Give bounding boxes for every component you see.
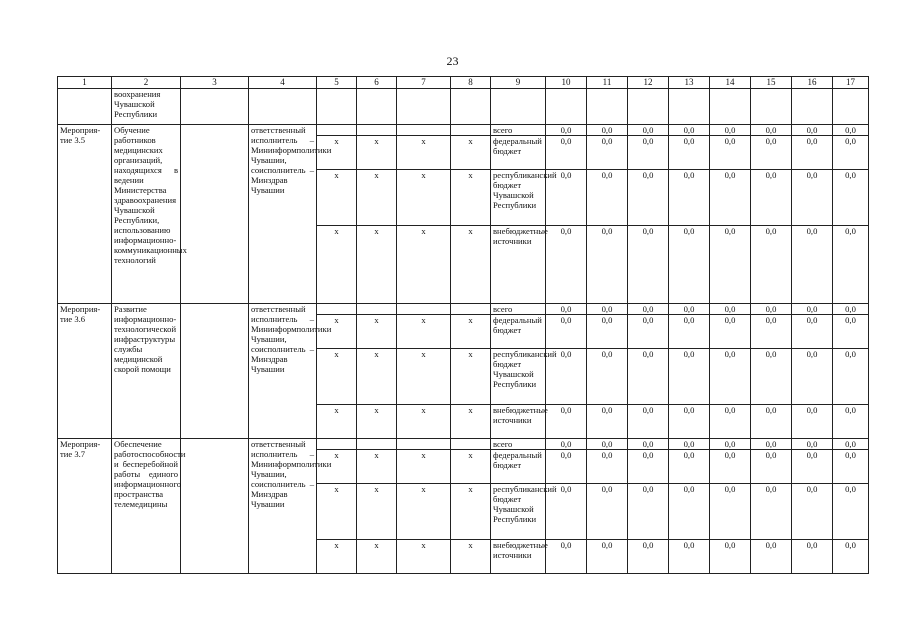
cell-empty bbox=[181, 89, 249, 125]
header-cell: 11 bbox=[587, 77, 628, 89]
cell-c6: х bbox=[357, 170, 397, 226]
cell-empty bbox=[710, 89, 751, 125]
cell-empty bbox=[181, 125, 249, 304]
header-cell: 10 bbox=[546, 77, 587, 89]
cell-funding-source: внебюджетные источники bbox=[491, 226, 546, 304]
cell-value: 0,0 bbox=[628, 226, 669, 304]
cell-title: воохранения Чувашской Республики bbox=[112, 89, 181, 125]
cell-value: 0,0 bbox=[792, 315, 833, 349]
cell-value: 0,0 bbox=[710, 540, 751, 574]
cell-value: 0,0 bbox=[751, 315, 792, 349]
header-row bbox=[58, 77, 869, 89]
cell-code bbox=[58, 89, 112, 125]
cell-empty bbox=[451, 89, 491, 125]
cell-value: 0,0 bbox=[833, 170, 869, 226]
cell-c5: х bbox=[317, 450, 357, 484]
cell-c7: х bbox=[397, 540, 451, 574]
cell-code: Мероприя-тие 3.6 bbox=[58, 304, 112, 439]
cell-c7: х bbox=[397, 226, 451, 304]
cell-c5 bbox=[317, 304, 357, 315]
cell-value: 0,0 bbox=[546, 405, 587, 439]
cell-c8 bbox=[451, 125, 491, 136]
cell-empty bbox=[181, 304, 249, 439]
cell-value: 0,0 bbox=[628, 136, 669, 170]
header-cell: 16 bbox=[792, 77, 833, 89]
header-cell: 6 bbox=[357, 77, 397, 89]
cell-value: 0,0 bbox=[587, 450, 628, 484]
cell-value: 0,0 bbox=[546, 484, 587, 540]
cell-value: 0,0 bbox=[833, 439, 869, 450]
cell-value: 0,0 bbox=[833, 450, 869, 484]
cell-c6: х bbox=[357, 349, 397, 405]
cell-value: 0,0 bbox=[587, 125, 628, 136]
cell-funding-source: всего bbox=[491, 125, 546, 136]
cell-value: 0,0 bbox=[587, 315, 628, 349]
cell-title: Обеспечение работоспособности и бесперебойной работы единого информационного пространства телемедицины bbox=[112, 439, 181, 574]
continuation-row bbox=[58, 89, 869, 125]
cell-c5: х bbox=[317, 349, 357, 405]
cell-value: 0,0 bbox=[792, 170, 833, 226]
cell-c8 bbox=[451, 439, 491, 450]
cell-c8: х bbox=[451, 315, 491, 349]
cell-empty bbox=[587, 89, 628, 125]
cell-title: Развитие информационно-технологической инфраструктуры службы медицинской скорой помощи bbox=[112, 304, 181, 439]
cell-c7 bbox=[397, 439, 451, 450]
cell-c7: х bbox=[397, 450, 451, 484]
cell-c6 bbox=[357, 304, 397, 315]
cell-empty bbox=[833, 89, 869, 125]
cell-c6: х bbox=[357, 226, 397, 304]
cell-value: 0,0 bbox=[833, 405, 869, 439]
cell-funding-source: республиканский бюджет Чувашской Республики bbox=[491, 484, 546, 540]
cell-resp: ответственный исполнитель – Мининформполитики Чувашии, соисполнитель – Минздрав Чувашии bbox=[249, 125, 317, 304]
cell-value: 0,0 bbox=[833, 315, 869, 349]
cell-value: 0,0 bbox=[751, 450, 792, 484]
cell-c5 bbox=[317, 125, 357, 136]
cell-value: 0,0 bbox=[628, 405, 669, 439]
cell-value: 0,0 bbox=[833, 226, 869, 304]
cell-resp: ответственный исполнитель – Мининформполитики Чувашии, соисполнитель – Минздрав Чувашии bbox=[249, 304, 317, 439]
cell-funding-source: республиканский бюджет Чувашской Республики bbox=[491, 349, 546, 405]
cell-value: 0,0 bbox=[792, 304, 833, 315]
cell-c8: х bbox=[451, 170, 491, 226]
cell-c5: х bbox=[317, 484, 357, 540]
cell-empty bbox=[751, 89, 792, 125]
cell-c5: х bbox=[317, 226, 357, 304]
cell-c7 bbox=[397, 125, 451, 136]
cell-value: 0,0 bbox=[587, 484, 628, 540]
cell-value: 0,0 bbox=[546, 136, 587, 170]
cell-funding-source: федеральный бюджет bbox=[491, 136, 546, 170]
cell-value: 0,0 bbox=[546, 125, 587, 136]
cell-empty bbox=[669, 89, 710, 125]
cell-value: 0,0 bbox=[546, 349, 587, 405]
cell-empty bbox=[491, 89, 546, 125]
header-cell: 4 bbox=[249, 77, 317, 89]
cell-value: 0,0 bbox=[751, 540, 792, 574]
header-cell: 7 bbox=[397, 77, 451, 89]
cell-c7: х bbox=[397, 405, 451, 439]
cell-c6: х bbox=[357, 484, 397, 540]
cell-funding-source: внебюджетные источники bbox=[491, 540, 546, 574]
cell-value: 0,0 bbox=[751, 439, 792, 450]
cell-c5: х bbox=[317, 170, 357, 226]
cell-empty bbox=[181, 439, 249, 574]
cell-value: 0,0 bbox=[628, 304, 669, 315]
cell-value: 0,0 bbox=[669, 136, 710, 170]
cell-value: 0,0 bbox=[710, 349, 751, 405]
cell-title: Обучение работников медицинских организаций, находящихся в ведении Министерства здравоохранения Чувашской Республики, использованию информационно-коммуникационных технологий bbox=[112, 125, 181, 304]
cell-value: 0,0 bbox=[710, 484, 751, 540]
cell-empty bbox=[317, 89, 357, 125]
cell-value: 0,0 bbox=[792, 136, 833, 170]
cell-value: 0,0 bbox=[669, 450, 710, 484]
cell-c6 bbox=[357, 439, 397, 450]
cell-value: 0,0 bbox=[833, 136, 869, 170]
cell-value: 0,0 bbox=[628, 315, 669, 349]
cell-value: 0,0 bbox=[751, 226, 792, 304]
cell-value: 0,0 bbox=[546, 439, 587, 450]
cell-value: 0,0 bbox=[710, 304, 751, 315]
cell-funding-source: всего bbox=[491, 304, 546, 315]
table-row bbox=[58, 439, 869, 450]
cell-value: 0,0 bbox=[628, 540, 669, 574]
page-number: 23 bbox=[446, 54, 459, 68]
cell-c7: х bbox=[397, 315, 451, 349]
cell-value: 0,0 bbox=[587, 170, 628, 226]
cell-value: 0,0 bbox=[628, 450, 669, 484]
header-cell: 8 bbox=[451, 77, 491, 89]
cell-value: 0,0 bbox=[792, 484, 833, 540]
header-cell: 1 bbox=[58, 77, 112, 89]
cell-value: 0,0 bbox=[628, 125, 669, 136]
cell-value: 0,0 bbox=[669, 349, 710, 405]
cell-value: 0,0 bbox=[751, 136, 792, 170]
cell-value: 0,0 bbox=[669, 439, 710, 450]
cell-value: 0,0 bbox=[751, 170, 792, 226]
cell-value: 0,0 bbox=[587, 226, 628, 304]
cell-value: 0,0 bbox=[546, 540, 587, 574]
cell-c8: х bbox=[451, 226, 491, 304]
cell-code: Мероприя-тие 3.7 bbox=[58, 439, 112, 574]
cell-value: 0,0 bbox=[546, 170, 587, 226]
cell-value: 0,0 bbox=[751, 484, 792, 540]
cell-c6: х bbox=[357, 540, 397, 574]
cell-empty bbox=[792, 89, 833, 125]
header-cell: 14 bbox=[710, 77, 751, 89]
cell-value: 0,0 bbox=[792, 125, 833, 136]
cell-empty bbox=[546, 89, 587, 125]
cell-value: 0,0 bbox=[546, 304, 587, 315]
cell-value: 0,0 bbox=[587, 540, 628, 574]
cell-value: 0,0 bbox=[669, 170, 710, 226]
cell-value: 0,0 bbox=[669, 125, 710, 136]
cell-funding-source: федеральный бюджет bbox=[491, 315, 546, 349]
cell-value: 0,0 bbox=[710, 226, 751, 304]
cell-value: 0,0 bbox=[710, 136, 751, 170]
table-row bbox=[58, 125, 869, 136]
cell-c7: х bbox=[397, 349, 451, 405]
cell-c7: х bbox=[397, 136, 451, 170]
cell-c7 bbox=[397, 304, 451, 315]
cell-value: 0,0 bbox=[587, 304, 628, 315]
cell-funding-source: федеральный бюджет bbox=[491, 450, 546, 484]
cell-value: 0,0 bbox=[669, 315, 710, 349]
header-cell: 15 bbox=[751, 77, 792, 89]
cell-value: 0,0 bbox=[587, 405, 628, 439]
cell-value: 0,0 bbox=[628, 439, 669, 450]
cell-value: 0,0 bbox=[792, 405, 833, 439]
cell-c5 bbox=[317, 439, 357, 450]
cell-value: 0,0 bbox=[710, 315, 751, 349]
cell-value: 0,0 bbox=[710, 125, 751, 136]
cell-value: 0,0 bbox=[669, 304, 710, 315]
cell-resp bbox=[249, 89, 317, 125]
cell-c5: х bbox=[317, 136, 357, 170]
cell-value: 0,0 bbox=[833, 125, 869, 136]
cell-c5: х bbox=[317, 315, 357, 349]
cell-value: 0,0 bbox=[710, 170, 751, 226]
cell-funding-source: всего bbox=[491, 439, 546, 450]
cell-c7: х bbox=[397, 170, 451, 226]
cell-value: 0,0 bbox=[669, 484, 710, 540]
cell-value: 0,0 bbox=[751, 349, 792, 405]
cell-value: 0,0 bbox=[833, 349, 869, 405]
cell-value: 0,0 bbox=[792, 439, 833, 450]
cell-c7: х bbox=[397, 484, 451, 540]
cell-value: 0,0 bbox=[546, 315, 587, 349]
cell-c5: х bbox=[317, 540, 357, 574]
cell-c6: х bbox=[357, 136, 397, 170]
cell-value: 0,0 bbox=[710, 405, 751, 439]
cell-value: 0,0 bbox=[628, 484, 669, 540]
cell-value: 0,0 bbox=[833, 304, 869, 315]
cell-resp: ответственный исполнитель – Мининформполитики Чувашии, соисполнитель – Минздрав Чувашии bbox=[249, 439, 317, 574]
cell-c6: х bbox=[357, 315, 397, 349]
cell-c8: х bbox=[451, 136, 491, 170]
cell-funding-source: республиканский бюджет Чувашской Республики bbox=[491, 170, 546, 226]
table-row bbox=[58, 304, 869, 315]
cell-value: 0,0 bbox=[669, 540, 710, 574]
program-table bbox=[57, 76, 869, 574]
cell-c8: х bbox=[451, 349, 491, 405]
cell-value: 0,0 bbox=[751, 405, 792, 439]
cell-code: Мероприя-тие 3.5 bbox=[58, 125, 112, 304]
cell-c8: х bbox=[451, 405, 491, 439]
header-cell: 17 bbox=[833, 77, 869, 89]
cell-value: 0,0 bbox=[669, 226, 710, 304]
header-cell: 9 bbox=[491, 77, 546, 89]
cell-empty bbox=[397, 89, 451, 125]
cell-empty bbox=[357, 89, 397, 125]
cell-value: 0,0 bbox=[792, 226, 833, 304]
cell-value: 0,0 bbox=[792, 450, 833, 484]
cell-value: 0,0 bbox=[546, 450, 587, 484]
cell-value: 0,0 bbox=[587, 136, 628, 170]
cell-value: 0,0 bbox=[710, 450, 751, 484]
cell-c6: х bbox=[357, 405, 397, 439]
cell-value: 0,0 bbox=[587, 349, 628, 405]
cell-c6: х bbox=[357, 450, 397, 484]
cell-value: 0,0 bbox=[546, 226, 587, 304]
cell-value: 0,0 bbox=[751, 304, 792, 315]
cell-funding-source: внебюджетные источники bbox=[491, 405, 546, 439]
cell-value: 0,0 bbox=[792, 540, 833, 574]
cell-value: 0,0 bbox=[792, 349, 833, 405]
header-cell: 3 bbox=[181, 77, 249, 89]
cell-value: 0,0 bbox=[628, 170, 669, 226]
cell-c5: х bbox=[317, 405, 357, 439]
cell-c6 bbox=[357, 125, 397, 136]
header-cell: 2 bbox=[112, 77, 181, 89]
cell-value: 0,0 bbox=[833, 484, 869, 540]
cell-c8: х bbox=[451, 540, 491, 574]
cell-value: 0,0 bbox=[587, 439, 628, 450]
cell-value: 0,0 bbox=[669, 405, 710, 439]
cell-value: 0,0 bbox=[833, 540, 869, 574]
cell-value: 0,0 bbox=[751, 125, 792, 136]
cell-c8: х bbox=[451, 484, 491, 540]
header-cell: 13 bbox=[669, 77, 710, 89]
cell-c8: х bbox=[451, 450, 491, 484]
cell-value: 0,0 bbox=[710, 439, 751, 450]
cell-value: 0,0 bbox=[628, 349, 669, 405]
cell-empty bbox=[628, 89, 669, 125]
cell-c8 bbox=[451, 304, 491, 315]
header-cell: 12 bbox=[628, 77, 669, 89]
header-cell: 5 bbox=[317, 77, 357, 89]
